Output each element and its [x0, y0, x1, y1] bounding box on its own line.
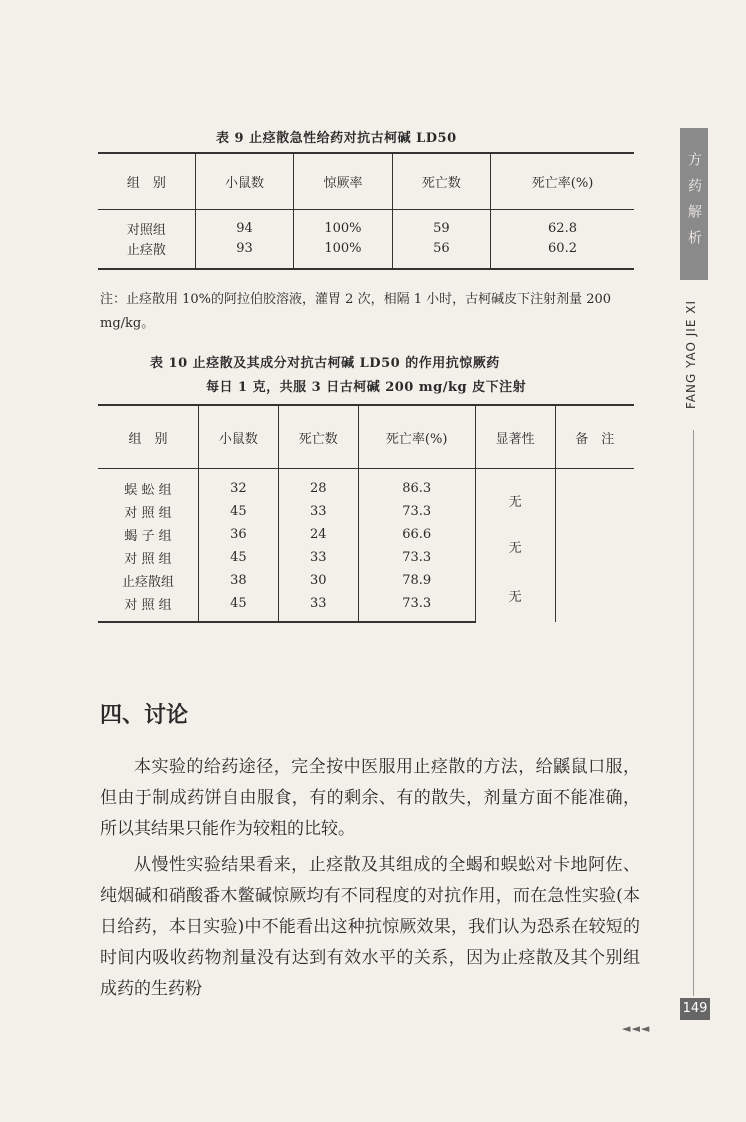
- t10-cell: 86.3: [358, 469, 475, 501]
- t9-cell: 94: [195, 210, 293, 239]
- t10-cell: 33: [278, 592, 358, 622]
- t10-header: 显著性: [475, 405, 555, 469]
- t10-cell: 32: [199, 469, 279, 501]
- paragraph: 从慢性实验结果看来，止痉散及其组成的全蝎和蜈蚣对卡地阿佐、纯烟碱和硝酸番木鳖碱惊厥均有不同程度的对抗作用，而在急性实验(本日给药，本日实验)中不能看出这种抗惊厥效果，我们认为恐系在较短的时间内吸收药物剂量没有达到有效水平的关系，因为止痉散及其个别组成药的生药粉: [100, 855, 640, 999]
- t10-cell: 45: [199, 500, 279, 523]
- section-title: 四、讨论: [100, 703, 189, 728]
- t10-cell: 73.3: [358, 500, 475, 523]
- t9-cell: 60.2: [491, 238, 634, 269]
- chapter-side-tab: 方药解析: [680, 128, 708, 280]
- t10-cell: 38: [199, 569, 279, 592]
- table-row: [98, 523, 634, 546]
- t10-cell: 对 照 组: [124, 506, 172, 521]
- t9-cell: 止痉散: [98, 238, 195, 269]
- t10-cell: 45: [199, 546, 279, 569]
- t10-header: 小鼠数: [199, 405, 279, 469]
- t10-cell: 对 照 组: [124, 552, 172, 567]
- t10-remarks: [555, 469, 634, 623]
- t10-cell: 24: [278, 523, 358, 546]
- table10-caption-line2: 每日 1 克，共服 3 日古柯碱 200 mg/kg 皮下注射: [206, 380, 527, 395]
- table10-caption-line1: 表 10 止痉散及其成分对抗古柯碱 LD50 的作用抗惊厥药: [150, 356, 500, 371]
- t9-cell: 59: [392, 210, 490, 239]
- t10-cell: 止痉散组: [122, 575, 175, 590]
- table10: [98, 404, 634, 623]
- t10-cell: 45: [199, 592, 279, 622]
- chapter-side-text: FANG YAO JIE XI: [684, 300, 698, 409]
- t10-cell: 36: [199, 523, 279, 546]
- t10-header: 备 注: [555, 405, 634, 469]
- t9-cell: 对照组: [126, 222, 166, 238]
- t9-cell: 62.8: [491, 210, 634, 239]
- t9-cell: 100%: [294, 238, 392, 269]
- t9-cell: 100%: [294, 210, 392, 239]
- t10-header: 组 别: [98, 405, 199, 469]
- t9-cell: 56: [392, 238, 490, 269]
- t10-cell: 78.9: [358, 569, 475, 592]
- t10-significance: 无: [475, 523, 555, 569]
- t9-header: 组 别: [98, 153, 195, 210]
- t10-cell: 73.3: [358, 546, 475, 569]
- paragraph: 本实验的给药途径，完全按中医服用止痉散的方法，给鼷鼠口服，但由于制成药饼自由服食，有的剩余、有的散失，剂量方面不能准确，所以其结果只能作为较粗的比较。: [100, 757, 640, 839]
- t9-header: 死亡数: [392, 153, 490, 210]
- t10-cell: 33: [278, 546, 358, 569]
- t10-header: 死亡率(%): [358, 405, 475, 469]
- t10-significance: 无: [475, 569, 555, 622]
- table-row: [98, 210, 634, 239]
- table-row: [98, 238, 634, 269]
- t10-cell: 73.3: [358, 592, 475, 622]
- t9-header: 死亡率(%): [491, 153, 634, 210]
- t9-header: 小鼠数: [195, 153, 293, 210]
- t9-cell: 93: [195, 238, 293, 269]
- table9-caption: 表 9 止痉散急性给药对抗古柯碱 LD50: [216, 131, 457, 146]
- t9-header: 惊厥率: [294, 153, 392, 210]
- t10-header: 死亡数: [278, 405, 358, 469]
- table9-note: 注：止痉散用 10%的阿拉伯胶溶液，灌胃 2 次，相隔 1 小时，古柯碱皮下注射剂量 200 mg/kg。: [100, 292, 612, 331]
- side-divider: [693, 430, 694, 996]
- t10-cell: 30: [278, 569, 358, 592]
- table9: [98, 152, 634, 270]
- page-number: 149: [680, 998, 710, 1020]
- t10-cell: 66.6: [358, 523, 475, 546]
- table-row: [98, 569, 634, 592]
- t10-cell: 28: [278, 469, 358, 501]
- table-row: [98, 469, 634, 501]
- t10-cell: 33: [278, 500, 358, 523]
- t10-cell: 对 照 组: [98, 592, 199, 622]
- t10-cell: 蝎 子 组: [124, 529, 172, 544]
- t10-significance: 无: [475, 469, 555, 524]
- t10-cell: 蜈 蚣 组: [124, 483, 172, 498]
- arrow-icon: ◄◄◄: [622, 1022, 651, 1035]
